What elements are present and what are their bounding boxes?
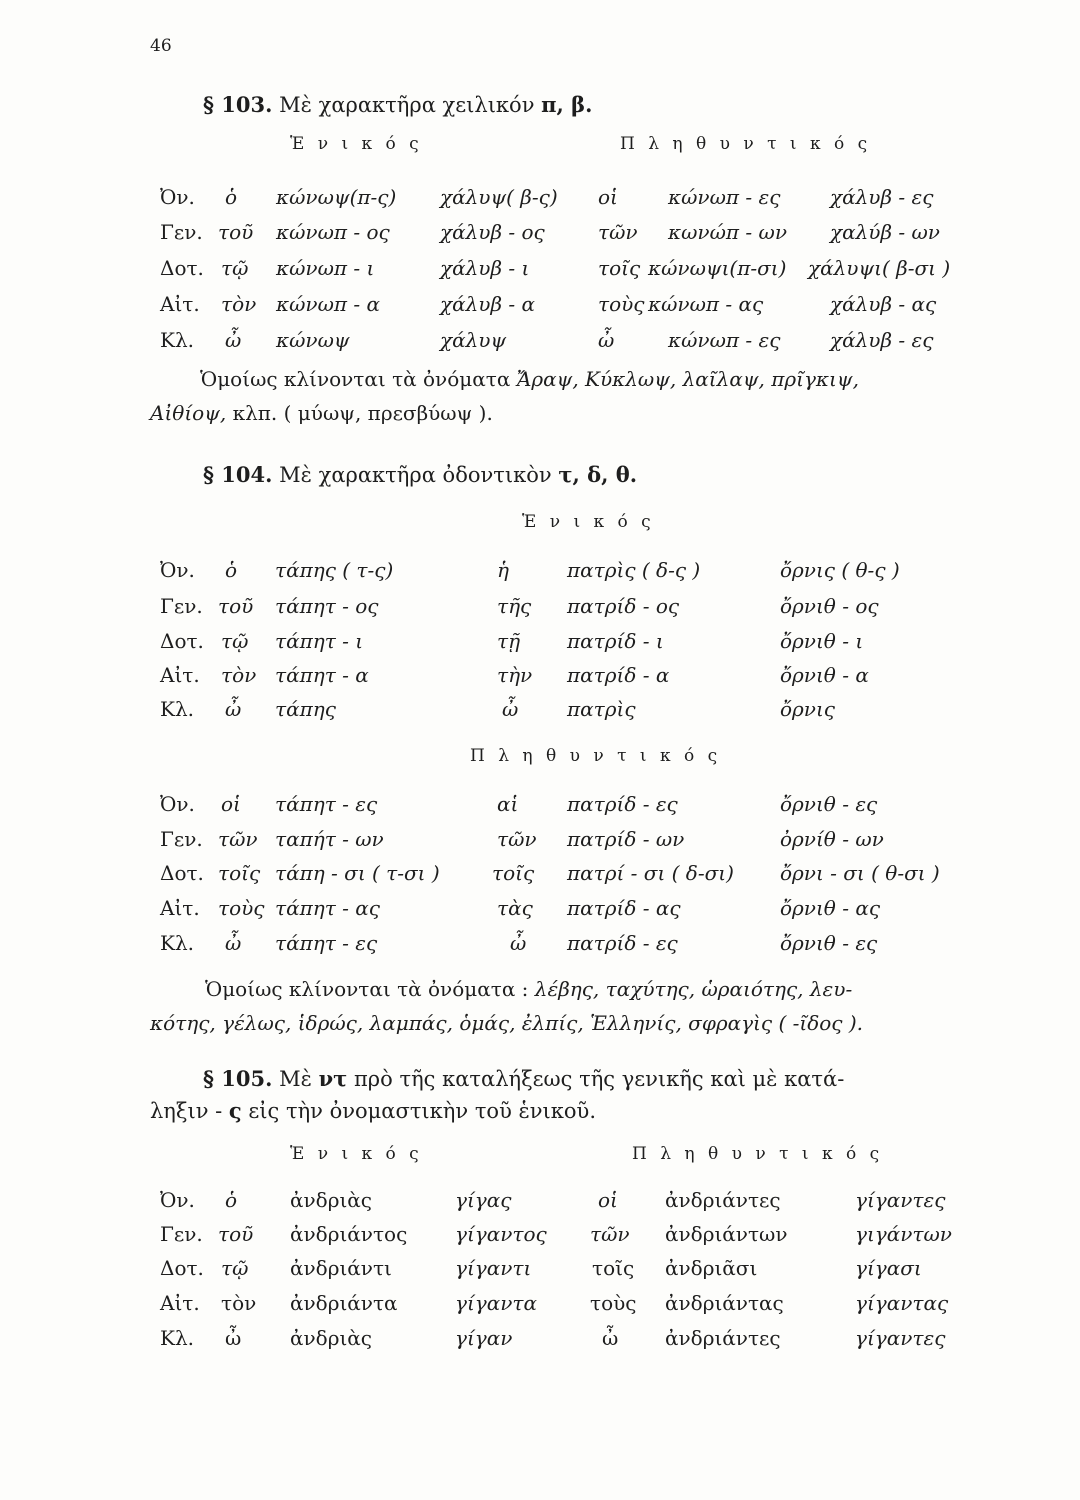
s104-tapis-plural: ταπήτ - ων bbox=[275, 827, 384, 851]
s104-case-label: Αἰτ. bbox=[160, 896, 200, 920]
s104-tapis-form: τάπητ - α bbox=[275, 663, 369, 687]
s105-gigas-plural: γίγαντας bbox=[855, 1291, 949, 1315]
s105-gigas-plural: γίγαντες bbox=[855, 1326, 946, 1350]
s104-plural-header: Π λ η θ υ ν τ ι κ ό ς bbox=[470, 746, 722, 766]
s103-note-examples: Ἄραψ, Κύκλωψ, λαῖλαψ, πρῖγκιψ, bbox=[516, 367, 859, 391]
s103-konops-form: κώνωψ bbox=[276, 328, 350, 352]
s103-chalyps-plural: χαλύβ - ων bbox=[830, 220, 940, 244]
s104-patris-form: πατρὶς bbox=[567, 697, 636, 721]
s103-article-pl: τῶν bbox=[598, 220, 638, 244]
s103-konops-form: κώνωπ - ος bbox=[276, 220, 390, 244]
s104-article-masc: ὦ bbox=[225, 697, 242, 721]
s105-case-label: Ὀν. bbox=[160, 1188, 195, 1212]
s104-article-masc: τοῦ bbox=[218, 594, 254, 618]
section-104-letters: τ, δ, θ. bbox=[558, 462, 638, 487]
s105-article-sg: ὁ bbox=[225, 1188, 238, 1212]
s104-article-masc: τοῖς bbox=[218, 861, 261, 885]
s103-konops-form: κώνωπ - α bbox=[276, 292, 381, 316]
section-105-heading-line-2 bbox=[150, 1098, 596, 1123]
s105-case-label: Γεν. bbox=[160, 1222, 203, 1246]
s103-note-line-2 bbox=[150, 396, 493, 431]
s104-article-masc: τῷ bbox=[221, 629, 249, 653]
s103-article-sg: ὦ bbox=[225, 328, 242, 352]
s104-tapis-plural: τάπητ - ας bbox=[275, 896, 380, 920]
s104-ornis-form: ὄρνιθ - ι bbox=[780, 629, 864, 653]
s104-case-label: Κλ. bbox=[160, 931, 194, 955]
s103-case-label: Αἰτ. bbox=[160, 292, 200, 316]
s103-article-pl: τοῖς bbox=[598, 256, 641, 280]
s104-ornis-plural: ὀρνίθ - ων bbox=[780, 827, 884, 851]
s104-tapis-form: τάπητ - ος bbox=[275, 594, 379, 618]
s104-tapis-plural: τάπη - σι ( τ-σι ) bbox=[275, 861, 440, 885]
s104-tapis-plural: τάπητ - ες bbox=[275, 931, 378, 955]
section-105-title-end: πρὸ τῆς καταλήξεως τῆς γενικῆς καὶ μὲ κατά- bbox=[354, 1067, 845, 1091]
s104-ornis-form: ὄρνιθ - α bbox=[780, 663, 869, 687]
s103-chalyps-form: χάλυβ - ος bbox=[440, 220, 545, 244]
s105-gigas-plural: γίγασι bbox=[855, 1256, 922, 1280]
s105-gigas-form: γίγαντα bbox=[455, 1291, 537, 1315]
section-104-number: § 104. bbox=[203, 462, 273, 487]
s103-plural-header: Π λ η θ υ ν τ ι κ ό ς bbox=[620, 134, 872, 154]
s105-andrias-plural: ἀνδριᾶσι bbox=[665, 1256, 758, 1280]
s104-article-fem: αἱ bbox=[497, 792, 519, 816]
s105-article-pl: τοῖς bbox=[592, 1256, 635, 1280]
s105-gigas-form: γίγαν bbox=[455, 1326, 513, 1350]
section-103-heading bbox=[203, 92, 592, 117]
s104-case-label: Γεν. bbox=[160, 827, 203, 851]
s104-article-masc: οἱ bbox=[221, 792, 241, 816]
s104-article-masc: τὸν bbox=[221, 663, 257, 687]
s105-article-pl: τοὺς bbox=[590, 1291, 637, 1315]
s104-case-label: Ὀν. bbox=[160, 558, 195, 582]
s103-konops-plural: κώνωψι(π-σι) bbox=[648, 256, 787, 280]
s104-case-label: Ὀν. bbox=[160, 792, 195, 816]
s104-patris-form: πατρίδ - ι bbox=[567, 629, 664, 653]
s105-andrias-form: ἀνδριάντι bbox=[290, 1256, 392, 1280]
section-105-line2-end: εἰς τὴν ὀνομαστικὴν τοῦ ἑνικοῦ. bbox=[248, 1099, 596, 1123]
s103-case-label: Γεν. bbox=[160, 220, 203, 244]
section-105-heading bbox=[203, 1066, 844, 1091]
s104-article-fem: τῶν bbox=[497, 827, 537, 851]
s105-article-sg: τοῦ bbox=[218, 1222, 254, 1246]
s104-article-masc: ὁ bbox=[225, 558, 238, 582]
s104-article-fem: ὦ bbox=[510, 931, 527, 955]
section-104-title: Μὲ χαρακτῆρα ὀδοντικὸν bbox=[279, 463, 552, 487]
s104-tapis-form: τάπητ - ι bbox=[275, 629, 364, 653]
s103-chalyps-form: χάλυψ bbox=[440, 328, 507, 352]
s103-konops-plural: κώνωπ - ας bbox=[648, 292, 764, 316]
s103-article-sg: ὁ bbox=[225, 185, 238, 209]
s105-andrias-form: ἀνδριάντα bbox=[290, 1291, 398, 1315]
s103-note-intro: Ὁμοίως κλίνονται τὰ ὀνόματα bbox=[200, 367, 511, 391]
s104-ornis-plural: ὄρνιθ - ας bbox=[780, 896, 881, 920]
s104-note-examples: λέβης, ταχύτης, ὡραιότης, λευ- bbox=[534, 977, 853, 1001]
s103-note-etc: κλπ. ( μύωψ, πρεσβύωψ ). bbox=[232, 401, 493, 425]
s104-tapis-form: τάπης bbox=[275, 697, 336, 721]
section-105-title-start: Μὲ bbox=[279, 1067, 312, 1091]
s103-case-label: Ὀν. bbox=[160, 185, 195, 209]
s104-tapis-form: τάπης ( τ-ς) bbox=[275, 558, 394, 582]
s103-singular-header: Ἑ ν ι κ ό ς bbox=[290, 134, 423, 154]
s105-andrias-plural: ἀνδριάντες bbox=[665, 1326, 781, 1350]
s104-article-fem: τοῖς bbox=[492, 861, 535, 885]
s104-case-label: Δοτ. bbox=[160, 861, 204, 885]
s105-gigas-form: γίγαντος bbox=[455, 1222, 547, 1246]
s104-article-fem: τὴν bbox=[497, 663, 533, 687]
s103-konops-plural: κώνωπ - ες bbox=[668, 328, 781, 352]
s104-singular-header: Ἑ ν ι κ ό ς bbox=[522, 512, 655, 532]
section-103-number: § 103. bbox=[203, 92, 273, 117]
s105-gigas-form: γίγας bbox=[455, 1188, 512, 1212]
section-105-nt: ντ bbox=[318, 1066, 348, 1091]
s103-konops-plural: κώνωπ - ες bbox=[668, 185, 781, 209]
s104-patris-plural: πατρίδ - ων bbox=[567, 827, 685, 851]
s104-case-label: Κλ. bbox=[160, 697, 194, 721]
s105-singular-header: Ἑ ν ι κ ό ς bbox=[290, 1144, 423, 1164]
s103-chalyps-plural: χάλυβ - ας bbox=[830, 292, 937, 316]
s104-article-fem: ἡ bbox=[497, 558, 509, 582]
s103-chalyps-form: χάλυβ - α bbox=[440, 292, 535, 316]
s105-andrias-form: ἀνδριὰς bbox=[290, 1188, 373, 1212]
s105-gigas-plural: γιγάντων bbox=[855, 1222, 952, 1246]
s104-patris-form: πατρὶς ( δ-ς ) bbox=[567, 558, 701, 582]
section-104-heading bbox=[203, 462, 637, 487]
s105-andrias-form: ἀνδριάντος bbox=[290, 1222, 408, 1246]
s104-case-label: Αἰτ. bbox=[160, 663, 200, 687]
s103-konops-plural: κωνώπ - ων bbox=[668, 220, 787, 244]
s104-ornis-form: ὄρνις bbox=[780, 697, 835, 721]
section-105-number: § 105. bbox=[203, 1066, 273, 1091]
s105-case-label: Κλ. bbox=[160, 1326, 194, 1350]
s104-case-label: Γεν. bbox=[160, 594, 203, 618]
s105-andrias-form: ἀνδριὰς bbox=[290, 1326, 373, 1350]
s105-gigas-form: γίγαντι bbox=[455, 1256, 532, 1280]
s105-article-sg: τῷ bbox=[221, 1256, 249, 1280]
s104-article-fem: τῆς bbox=[497, 594, 532, 618]
section-103-title: Μὲ χαρακτῆρα χειλικόν bbox=[279, 93, 535, 117]
s105-article-pl: ὦ bbox=[602, 1326, 619, 1350]
s104-case-label: Δοτ. bbox=[160, 629, 204, 653]
s105-article-sg: ὦ bbox=[225, 1326, 242, 1350]
s103-konops-form: κώνωπ - ι bbox=[276, 256, 375, 280]
s104-ornis-plural: ὄρνιθ - ες bbox=[780, 792, 878, 816]
s104-tapis-plural: τάπητ - ες bbox=[275, 792, 378, 816]
s104-ornis-form: ὄρνιθ - ος bbox=[780, 594, 879, 618]
section-103-letters: π, β. bbox=[541, 92, 593, 117]
s104-note-line-1 bbox=[205, 972, 852, 1007]
page-number: 46 bbox=[150, 36, 172, 56]
s104-article-fem: τῇ bbox=[497, 629, 521, 653]
s103-chalyps-plural: χάλυψι( β-σι ) bbox=[808, 256, 951, 280]
s104-patris-form: πατρίδ - ος bbox=[567, 594, 680, 618]
s103-chalyps-plural: χάλυβ - ες bbox=[830, 328, 934, 352]
s105-case-label: Δοτ. bbox=[160, 1256, 204, 1280]
section-105-s: ς bbox=[228, 1098, 242, 1123]
s103-article-sg: τὸν bbox=[221, 292, 257, 316]
s103-chalyps-plural: χάλυβ - ες bbox=[830, 185, 934, 209]
s104-patris-plural: πατρίδ - ες bbox=[567, 792, 678, 816]
s104-note-line-2: κότης, γέλως, ἱδρώς, λαμπάς, ὁμάς, ἐλπίς, Ἑλληνίς, σφραγὶς ( -ῖδος ). bbox=[150, 1011, 863, 1035]
s104-ornis-form: ὄρνις ( θ-ς ) bbox=[780, 558, 900, 582]
s104-patris-plural: πατρίδ - ες bbox=[567, 931, 678, 955]
s103-chalyps-form: χάλυψ( β-ς) bbox=[440, 185, 558, 209]
s105-article-pl: τῶν bbox=[590, 1222, 630, 1246]
s104-note-intro: Ὁμοίως κλίνονται τὰ ὀνόματα : bbox=[205, 977, 529, 1001]
s103-note-example-last: Αἰθίοψ, bbox=[150, 401, 227, 425]
s104-patris-form: πατρίδ - α bbox=[567, 663, 670, 687]
s103-case-label: Κλ. bbox=[160, 328, 194, 352]
s104-article-masc: τοὺς bbox=[218, 896, 265, 920]
s104-patris-plural: πατρί - σι ( δ-σι) bbox=[567, 861, 734, 885]
s105-plural-header: Π λ η θ υ ν τ ι κ ό ς bbox=[632, 1144, 884, 1164]
s103-konops-form: κώνωψ(π-ς) bbox=[276, 185, 397, 209]
s105-case-label: Αἰτ. bbox=[160, 1291, 200, 1315]
s105-andrias-plural: ἀνδριάντων bbox=[665, 1222, 788, 1246]
s104-article-masc: τῶν bbox=[218, 827, 258, 851]
s103-article-pl: οἱ bbox=[598, 185, 618, 209]
s104-article-fem: τὰς bbox=[497, 896, 533, 920]
s105-article-pl: οἱ bbox=[598, 1188, 618, 1212]
s103-article-pl: τοὺς bbox=[598, 292, 645, 316]
s104-ornis-plural: ὄρνι - σι ( θ-σι ) bbox=[780, 861, 940, 885]
s104-ornis-plural: ὄρνιθ - ες bbox=[780, 931, 878, 955]
s105-andrias-plural: ἀνδριάντας bbox=[665, 1291, 784, 1315]
section-105-line2-start: ληξιν - bbox=[150, 1099, 223, 1123]
s103-article-pl: ὦ bbox=[598, 328, 615, 352]
s103-chalyps-form: χάλυβ - ι bbox=[440, 256, 530, 280]
s105-gigas-plural: γίγαντες bbox=[855, 1188, 946, 1212]
s104-patris-plural: πατρίδ - ας bbox=[567, 896, 681, 920]
s103-article-sg: τῷ bbox=[221, 256, 249, 280]
s104-article-fem: ὦ bbox=[502, 697, 519, 721]
s105-andrias-plural: ἀνδριάντες bbox=[665, 1188, 781, 1212]
s103-note-line-1 bbox=[200, 362, 859, 397]
s103-case-label: Δοτ. bbox=[160, 256, 204, 280]
s105-article-sg: τὸν bbox=[221, 1291, 257, 1315]
s103-article-sg: τοῦ bbox=[218, 220, 254, 244]
s104-article-masc: ὦ bbox=[225, 931, 242, 955]
